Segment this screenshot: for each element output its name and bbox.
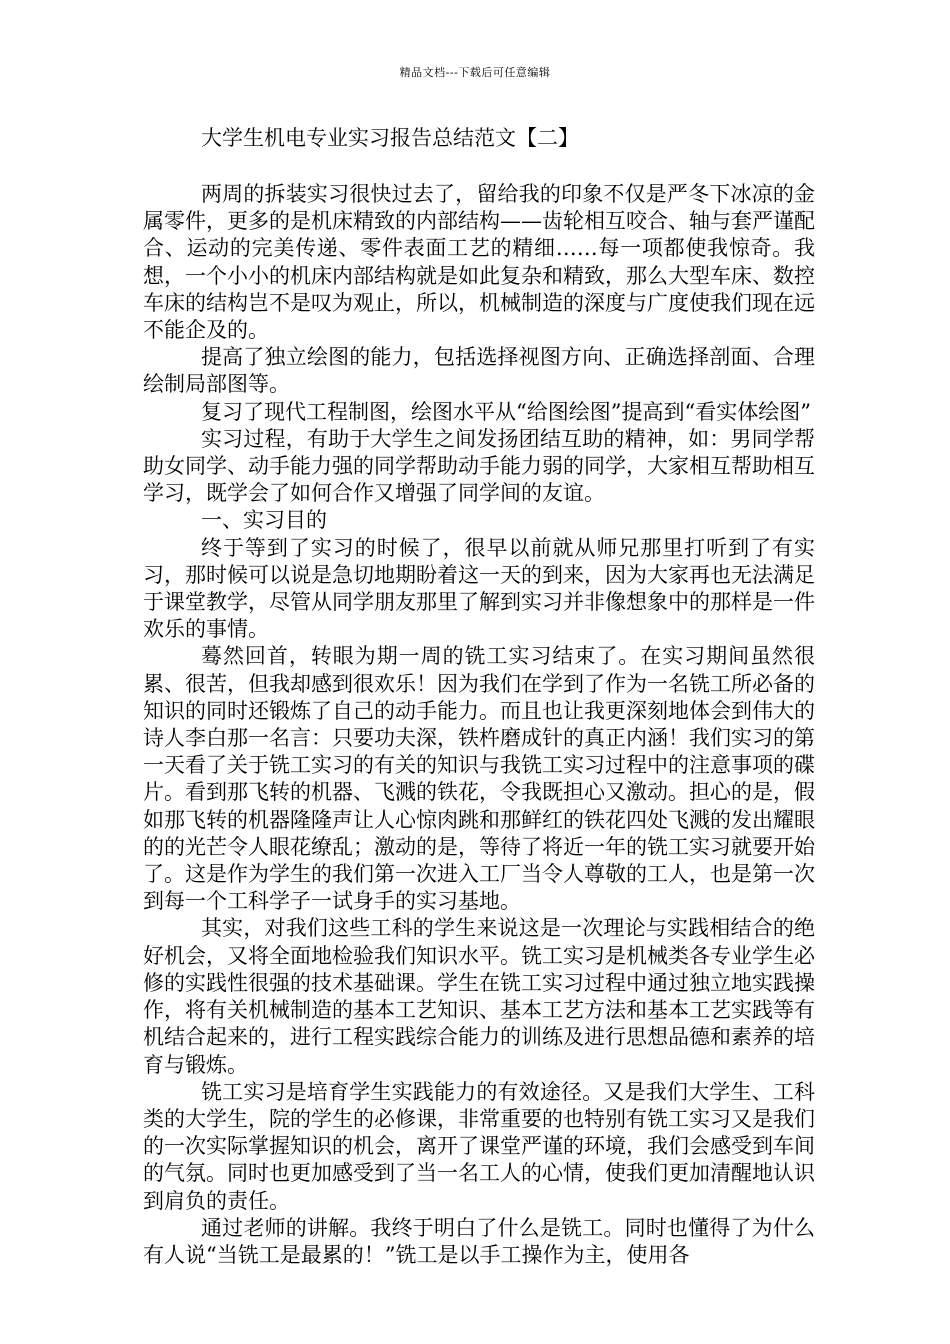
section-heading: 一、实习目的: [201, 508, 327, 533]
paragraph: 实习过程，有助于大学生之间发扬团结互助的精神，如：男同学帮助女同学、动手能力强的同学帮助动手能力弱的同学，大家相互帮助相互学习，既学会了如何合作又增强了同学间的友谊。: [143, 426, 815, 506]
document-title: 大学生机电专业实习报告总结范文【二】: [201, 126, 579, 150]
paragraph: 通过老师的讲解。我终于明白了什么是铣工。同时也懂得了为什么有人说“当铣工是最累的！”铣工是以手工操作为主，使用各: [143, 1215, 815, 1267]
page-header: 精品文档---下载后可任意编辑: [399, 66, 551, 79]
paragraph: 终于等到了实习的时候了，很早以前就从师兄那里打听到了有实习，那时候可以说是急切地期盼着这一天的到来，因为大家再也无法满足于课堂教学，尽管从同学朋友那里了解到实习并非像想象中的那样是一件欢乐的事情。: [143, 535, 815, 642]
paragraph: 提高了独立绘图的能力，包括选择视图方向、正确选择剖面、合理绘制局部图等。: [143, 345, 815, 397]
paragraph: 两周的拆装实习很快过去了，留给我的印象不仅是严冬下冰凉的金属零件，更多的是机床精致的内部结构——齿轮相互咬合、轴与套严谨配合、运动的完美传递、零件表面工艺的精细……每一项都使我惊奇。我想，一个小小的机床内部结构就是如此复杂和精致，那么大型车床、数控车床的结构岂不是叹为观止，所以，机械制造的深度与广度使我们现在远不能企及的。: [143, 182, 815, 343]
paragraph: 铣工实习是培育学生实践能力的有效途径。又是我们大学生、工科类的大学生，院的学生的必修课，非常重要的也特别有铣工实习又是我们的一次实际掌握知识的机会，离开了课堂严谨的环境，我们会感受到车间的气氛。同时也更加感受到了当一名工人的心情，使我们更加清醒地认识到肩负的责任。: [143, 1079, 815, 1213]
paragraph: 其实，对我们这些工科的学生来说这是一次理论与实践相结合的绝好机会，又将全面地检验我们知识水平。铣工实习是机械类各专业学生必修的实践性很强的技术基础课。学生在铣工实习过程中通过独立地实践操作，将有关机械制造的基本工艺知识、基本工艺方法和基本工艺实践等有机结合起来的，进行工程实践综合能力的训练及进行思想品德和素养的培育与锻炼。: [143, 916, 815, 1077]
document-body: [143, 120, 815, 1269]
paragraph: 蓦然回首，转眼为期一周的铣工实习结束了。在实习期间虽然很累、很苦，但我却感到很欢乐！因为我们在学到了作为一名铣工所必备的知识的同时还锻炼了自己的动手能力。而且也让我更深刻地体会到伟大的诗人李白那一名言：只要功夫深，铁杵磨成针的真正内涵！我们实习的第一天看了关于铣工实习的有关的知识与我铣工实习过程中的注意事项的碟片。看到那飞转的机器、飞溅的铁花，令我既担心又激动。担心的是，假如那飞转的机器隆隆声让人心惊肉跳和那鲜红的铁花四处飞溅的发出耀眼的的光芒令人眼花缭乱；激动的是，等待了将近一年的铣工实习就要开始了。这是作为学生的我们第一次进入工厂当令人尊敬的工人，也是第一次到每一个工科学子一试身手的实习基地。: [143, 644, 815, 914]
paragraph: 复习了现代工程制图，绘图水平从“给图绘图”提高到“看实体绘图”: [201, 399, 811, 424]
